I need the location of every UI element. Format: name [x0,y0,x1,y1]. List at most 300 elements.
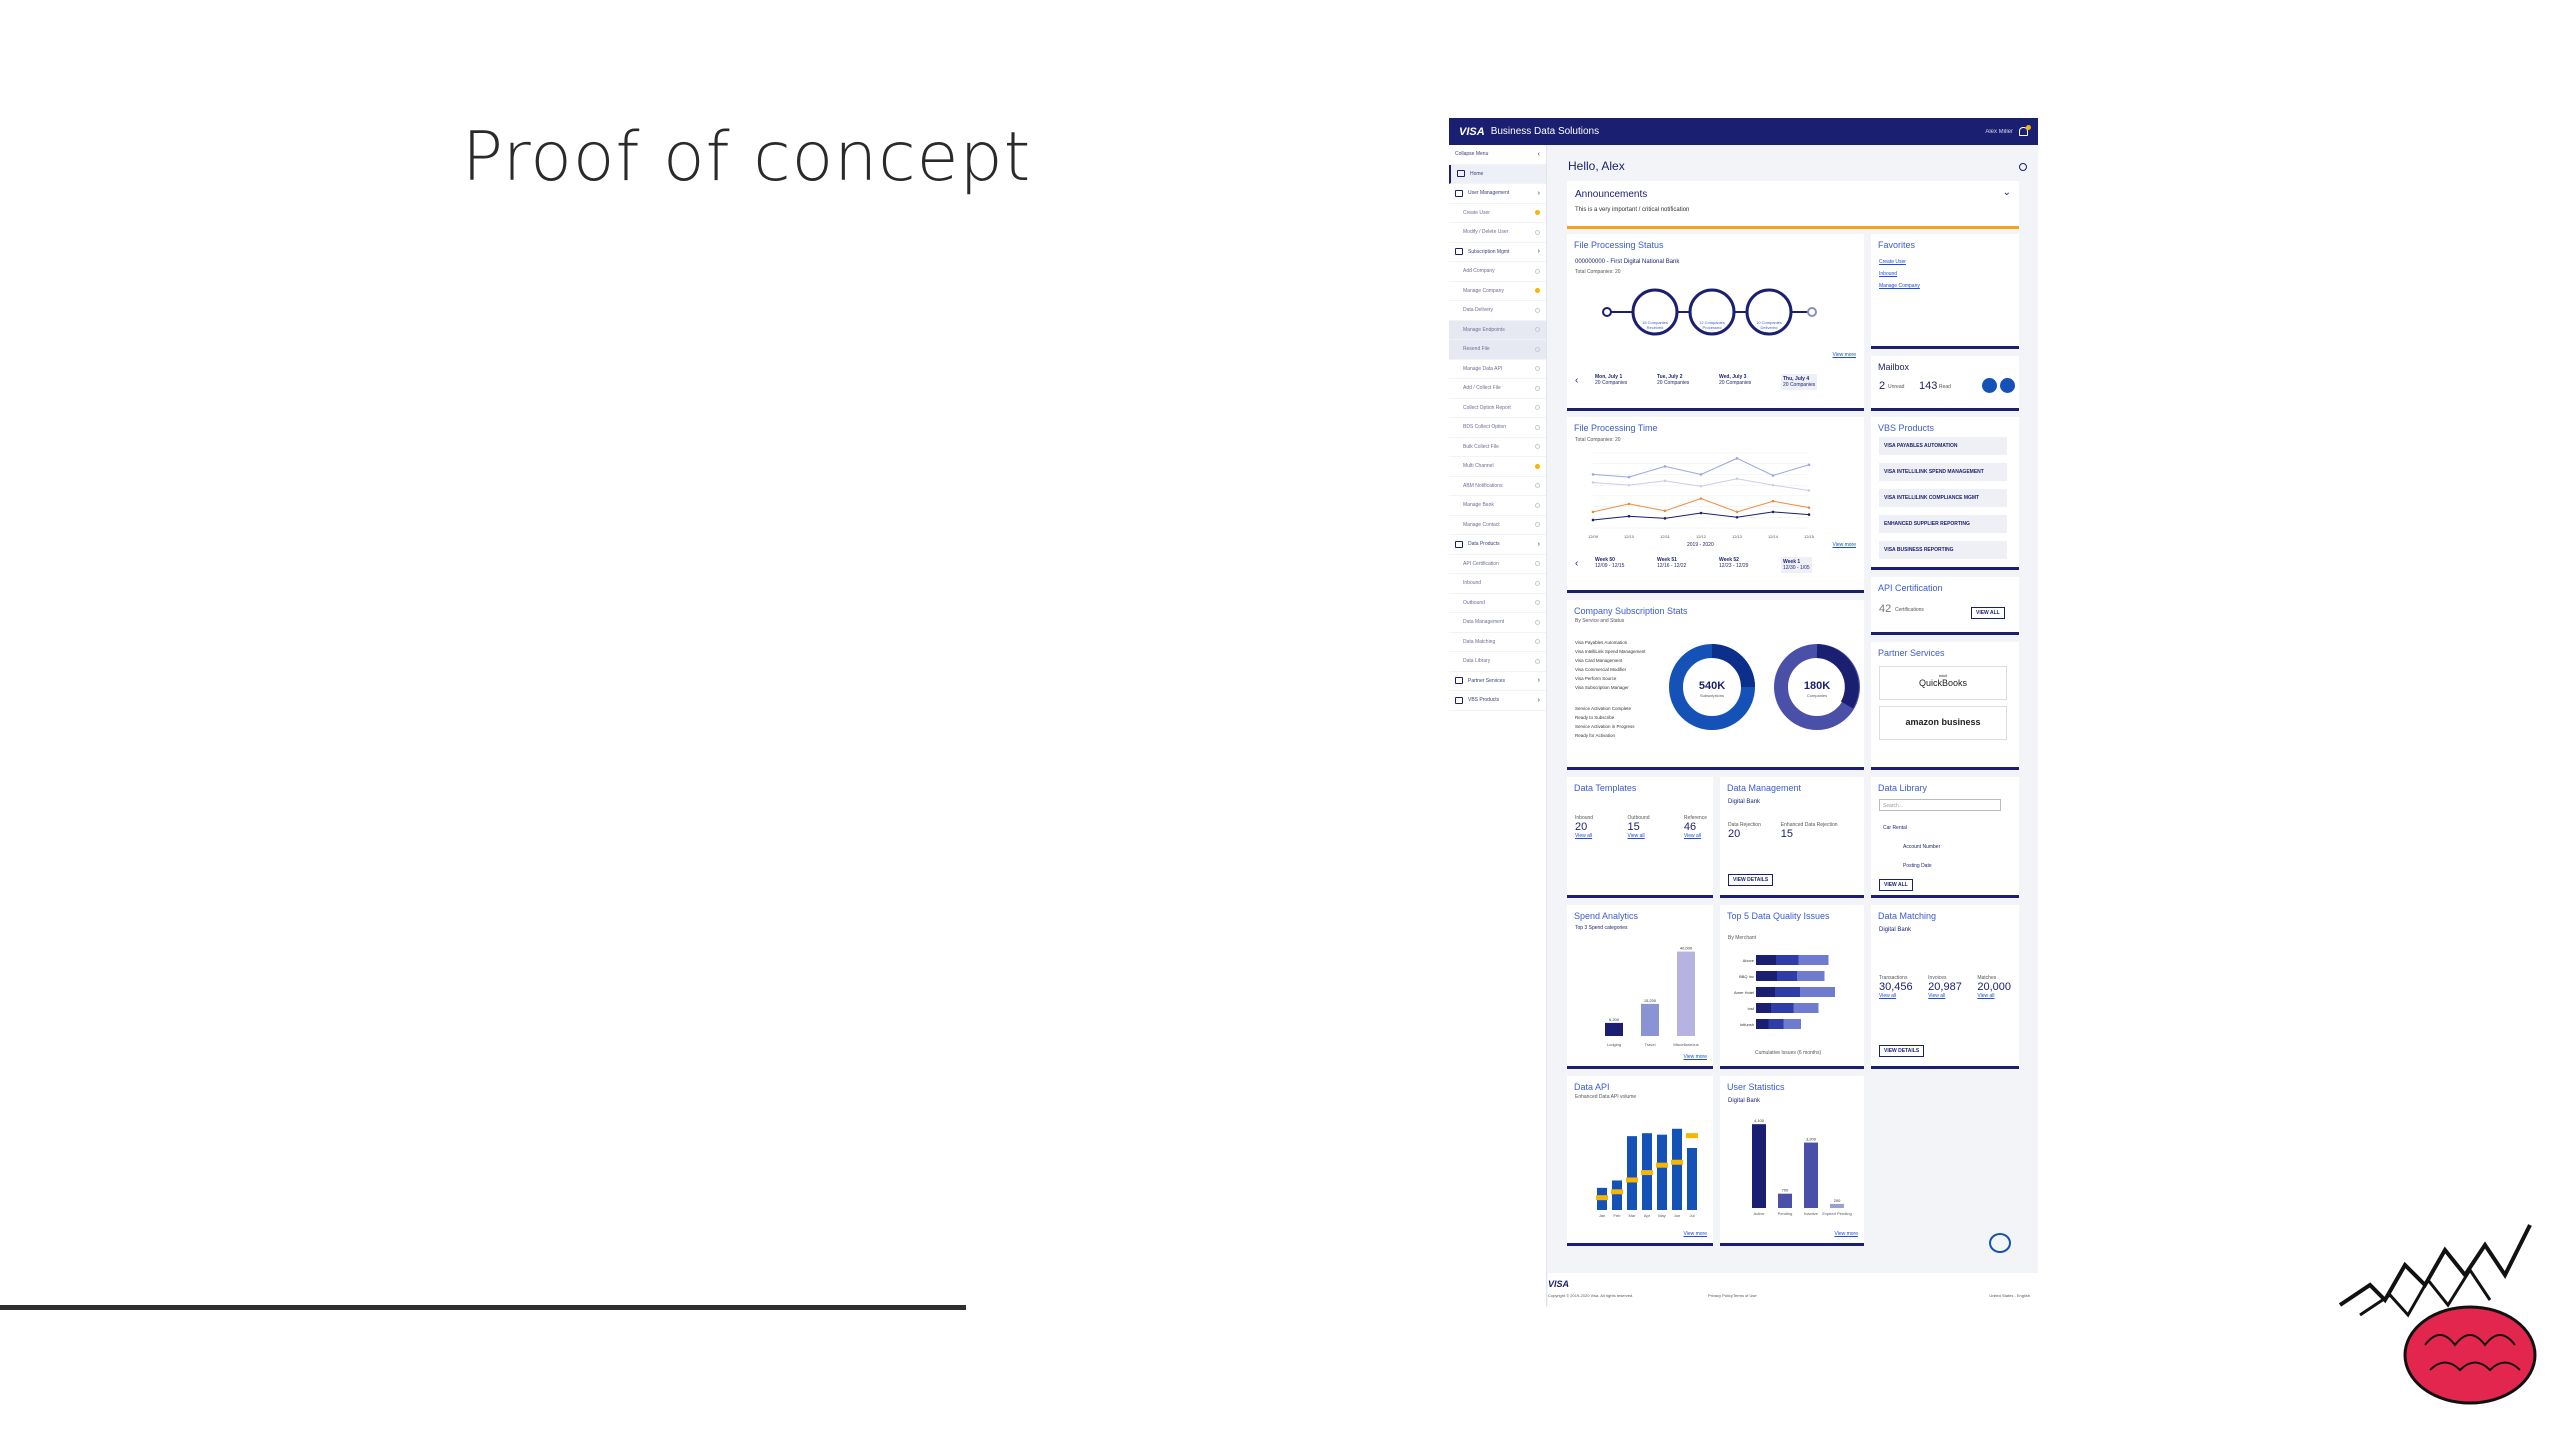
bar[interactable] [1672,1129,1682,1210]
data-point[interactable] [1664,510,1667,513]
announcements-panel [1567,181,2019,229]
bar-value-label: 3,200 [1805,1136,1817,1142]
card-title: VBS Products [1878,423,1935,433]
data-templates-card [1567,777,1713,898]
sidebar-item-label: Manage Contact [1463,521,1500,528]
status-dot [1535,308,1540,313]
view-all-link[interactable]: View all [1575,833,1593,839]
bar-segment[interactable] [1794,1003,1819,1013]
week-label: Week 52 [1719,557,1739,563]
status-dot [1535,288,1540,293]
sidebar-item-label: Inbound [1463,580,1482,587]
chat-icon[interactable] [1989,1233,2011,1253]
data-point[interactable] [1808,463,1811,466]
user-menu[interactable]: Alex Miller [1985,128,2013,135]
view-more-link[interactable]: View more [1832,352,1856,358]
card-title: Mailbox [1878,362,1910,372]
library-tree [1883,819,1940,876]
bar-segment[interactable] [1800,987,1835,997]
data-point[interactable] [1808,489,1811,492]
sidebar-item-label: Manage Endpoints [1463,326,1505,333]
unread-label: Unread [1888,384,1905,390]
sidebar-item[interactable] [1449,282,1546,302]
sidebar-item[interactable] [1449,340,1546,360]
view-all-link[interactable]: View all [1879,993,1897,999]
x-tick-label: 12/14 [1767,534,1779,539]
data-point[interactable] [1736,516,1739,519]
x-tick-label: Jul [1689,1213,1695,1218]
x-tick-label: 12/13 [1731,534,1743,539]
data-matching-card [1871,905,2019,1069]
favorite-link[interactable]: Inbound [1879,271,1898,277]
sidebar-item[interactable] [1449,633,1546,653]
card-title: User Statistics [1727,1082,1785,1092]
bar[interactable] [1752,1124,1766,1208]
day-label: Tue, July 2 [1657,374,1683,380]
x-tick-label: May [1658,1213,1666,1218]
bar[interactable] [1687,1148,1697,1210]
view-all-link[interactable]: View all [1928,993,1946,999]
data-point[interactable] [1664,465,1667,468]
view-all-link[interactable]: View all [1627,833,1645,839]
card-title: Partner Services [1878,648,1945,658]
status-dot [1535,444,1540,449]
status-dot [1535,464,1540,469]
sidebar-item-label: Resend File [1463,346,1490,353]
stat-value: 46 [1683,821,1697,833]
sidebar-item-label: Create User [1463,209,1490,216]
stat-value: 20,000 [1977,981,2011,993]
status-dot [1535,386,1540,391]
data-point[interactable] [1592,519,1595,522]
view-all-link[interactable]: View all [1683,833,1702,839]
x-tick-label: 12/09 [1587,534,1599,539]
data-point[interactable] [1700,497,1703,500]
data-point[interactable] [1772,511,1775,514]
bar-segment[interactable] [1777,971,1797,981]
card-title: Data API [1574,1082,1610,1092]
footer [1548,1273,2038,1307]
sidebar-item[interactable] [1449,418,1546,438]
bar[interactable] [1778,1194,1792,1208]
amazon-business-partner[interactable]: amazon business [1879,706,2007,740]
certification-label: Certifications [1895,607,1924,613]
x-tick-label: 12/10 [1623,534,1635,539]
tree-node[interactable]: Account Number [1903,844,1941,850]
data-point[interactable] [1628,484,1631,487]
bar-segment[interactable] [1775,987,1800,997]
data-point[interactable] [1592,511,1595,514]
locale-selector[interactable]: United States - English [1989,1293,2030,1298]
bar-segment[interactable] [1771,1003,1794,1013]
card-title: Data Templates [1574,783,1637,793]
sidebar-item-label: Add Company [1463,268,1495,275]
transaction-marker[interactable] [1686,1133,1698,1138]
chevron-left-icon[interactable]: ‹ [1575,558,1579,569]
bank-select[interactable]: 000000000 - First Digital National Bank [1575,259,1680,265]
processing-time-chart [1575,447,1815,542]
user-statistics-chart [1728,1108,1856,1226]
search-input[interactable]: Search... [1879,799,2001,811]
bar-value-label: 6,200 [1608,1016,1620,1022]
vbs-product-item[interactable]: ENHANCED SUPPLIER REPORTING [1879,515,2007,533]
matching-stats [1879,975,2011,999]
sidebar-item[interactable] [1449,204,1546,224]
view-more-link[interactable]: View more [1683,1231,1707,1237]
bar-segment[interactable] [1756,987,1775,997]
status-dot [1535,659,1540,664]
sidebar-item-label: Manage Data API [1463,365,1503,372]
data-point[interactable] [1736,457,1739,460]
bar-segment[interactable] [1756,1019,1769,1029]
vbs-product-item[interactable]: VISA INTELLILINK COMPLIANCE MGMT [1879,489,2007,507]
chevron-icon: › [1537,248,1540,256]
status-dot [1535,581,1540,586]
slide-title: Proof of concept [462,118,1032,197]
data-point[interactable] [1664,480,1667,483]
favorites-links [1879,256,1920,292]
data-point[interactable] [1772,474,1775,477]
tree-node[interactable]: Car Rental [1883,825,1907,831]
bar-segment[interactable] [1799,955,1829,965]
bar-value-label: 4,100 [1753,1118,1765,1124]
transaction-marker[interactable] [1596,1195,1608,1200]
announcement-message: This is a very important / critical notification [1575,207,1690,213]
status-dot [1535,503,1540,508]
stat-label: Enhanced Data Rejection [1780,822,1838,828]
bar-segment[interactable] [1769,1019,1784,1029]
legend-item: Ready for Activation [1575,733,1616,738]
subscription-legend [1575,638,1645,740]
vbs-product-item[interactable]: VISA PAYABLES AUTOMATION [1879,437,2007,455]
bar-segment[interactable] [1797,971,1825,981]
vbs-product-item[interactable]: VISA BUSINESS REPORTING [1879,541,2007,559]
sidebar-item-label: API Certification [1463,560,1499,567]
status-dot [1535,425,1540,430]
view-all-button[interactable]: VIEW ALL [1879,879,1913,891]
template-stats [1575,815,1707,839]
data-quality-chart [1728,945,1858,1045]
donut-label: Companies [1806,693,1828,698]
bar[interactable] [1830,1204,1844,1208]
card-title: File Processing Time [1574,423,1658,433]
tree-node[interactable]: Posting Date [1903,863,1932,869]
copyright: Copyright © 2019-2020 Visa. All rights reserved. [1548,1293,1634,1298]
data-point[interactable] [1664,517,1667,520]
sidebar-item-label: Data Delivery [1463,307,1494,314]
sidebar-item-label: Data Products [1468,541,1500,548]
sidebar-item[interactable] [1449,457,1546,477]
x-tick-label: 12/15 [1803,534,1815,539]
stat-column [1728,822,1761,840]
bank-select[interactable]: Digital Bank [1879,927,1912,933]
sidebar-item[interactable] [1449,438,1546,458]
sidebar-item-label: Collect Option Report [1463,404,1511,411]
chevron-left-icon: ‹ [1537,150,1540,158]
sidebar-item-label: VBS Products [1468,697,1500,704]
sidebar-item[interactable] [1449,496,1546,516]
card-title: Data Matching [1878,911,1937,921]
card-title: API Certification [1878,583,1943,593]
data-point[interactable] [1772,500,1775,503]
sidebar-item-label: Partner Services [1468,677,1505,684]
sidebar-item[interactable] [1449,691,1546,711]
status-timeline [1567,274,1864,354]
transaction-marker[interactable] [1626,1177,1638,1182]
bank-select[interactable]: Digital Bank [1728,1098,1761,1104]
bar-segment[interactable] [1784,1019,1802,1029]
subscription-card [1567,600,1864,770]
view-all-button[interactable]: VIEW ALL [1971,607,2005,619]
status-dot [1535,522,1540,527]
sidebar-item[interactable] [1449,594,1546,614]
data-point[interactable] [1700,512,1703,515]
main-content [1548,145,2038,1307]
sidebar-item[interactable] [1449,574,1546,594]
data-point[interactable] [1592,473,1595,476]
chevron-icon: › [1537,696,1540,704]
week-label: Week 51 [1657,557,1677,563]
sidebar-item-label: User Management [1468,190,1510,197]
chevron-left-icon[interactable]: ‹ [1575,375,1579,386]
sidebar-item[interactable] [1449,555,1546,575]
sidebar-item-label: Data Matching [1463,638,1496,645]
status-dot [1535,210,1540,215]
bar-value-label: 15,200 [1643,997,1657,1003]
bar[interactable] [1641,1004,1659,1036]
x-tick-label: Jun [1673,1213,1681,1218]
vbs-products-card [1871,417,2019,570]
data-point[interactable] [1736,477,1739,480]
view-details-button[interactable]: VIEW DETAILS [1879,1045,1924,1057]
sidebar-item-label: Data Library [1463,658,1491,665]
bar-value-label: 40,000 [1679,945,1693,951]
api-certification-card [1871,577,2019,635]
vbs-product-item[interactable]: VISA INTELLILINK SPEND MANAGEMENT [1879,463,2007,481]
data-quality-card [1720,905,1864,1069]
x-tick-label: Active [1753,1211,1765,1216]
stat-label: Outbound [1627,815,1650,821]
sidebar-item[interactable] [1449,184,1546,204]
stat-label: Inbound [1575,815,1594,821]
menu-icon [1455,248,1463,255]
sidebar-item[interactable] [1449,360,1546,380]
total-companies: Total Companies: 20 [1575,437,1621,443]
sidebar-item[interactable] [1449,652,1546,672]
menu-icon [1455,541,1463,548]
favorite-link[interactable]: Create User [1879,259,1906,265]
day-label: Thu, July 4 [1783,376,1810,382]
data-point[interactable] [1808,506,1811,509]
divider-rule [0,1305,966,1310]
stat-value: 20,987 [1928,981,1962,993]
day-label: Mon, July 1 [1595,374,1623,380]
sidebar-item[interactable] [1449,613,1546,633]
data-point[interactable] [1628,515,1631,518]
bar-segment[interactable] [1756,971,1777,981]
x-tick-label: 12/12 [1695,534,1707,539]
week-label: Week 1 [1783,559,1801,565]
status-dot [1535,405,1540,410]
legend-item: Service Activation in Progress [1575,724,1635,729]
series-line [1593,499,1809,512]
sidebar-item[interactable] [1449,223,1546,243]
transaction-marker[interactable] [1671,1160,1683,1165]
stage-processed: 12 Companies Processed [1699,320,1725,330]
sidebar-item[interactable] [1449,379,1546,399]
sidebar-item-label: Multi Channel [1463,463,1494,470]
sidebar-item-label: Outbound [1463,599,1485,606]
sidebar-item-label: Add / Collect File [1463,385,1501,392]
data-point[interactable] [1736,511,1739,514]
legend-item: Visa Commercial Modifier [1575,667,1627,672]
favorite-link[interactable]: Manage Company [1879,283,1920,289]
transaction-marker[interactable] [1656,1163,1668,1168]
y-tick-label: BBQ Inc [1739,974,1754,979]
bar[interactable] [1657,1135,1667,1210]
data-point[interactable] [1772,484,1775,487]
x-tick-label: Expired Pending [1822,1211,1852,1216]
x-tick-label: Miscellaneous [1673,1042,1699,1047]
series-line [1593,479,1809,491]
spend-analytics-card [1567,905,1713,1069]
bar-segment[interactable] [1776,955,1799,965]
view-details-button[interactable]: VIEW DETAILS [1728,874,1773,886]
x-tick-label: 12/11 [1660,534,1670,539]
sidebar-item-label: Manage Bank [1463,502,1494,509]
stat-label: Invoices [1928,975,1947,981]
data-management-card [1720,777,1864,898]
data-point[interactable] [1628,476,1631,479]
sidebar-item[interactable] [1449,477,1546,497]
card-subtitle: By Merchant [1728,935,1757,941]
mail-icon[interactable] [1982,378,1997,393]
sidebar-item[interactable] [1449,262,1546,282]
bar[interactable] [1605,1023,1623,1036]
data-point[interactable] [1592,481,1595,484]
y-tick-label: Insf [1747,1006,1754,1011]
file-time-card: File Processing Time Total Companies: 20 12/09 12/10 12/11 12/12 12/13 12/14 12/15 2019 - 2020 View more ‹ Week 50 12/09 - 12/15 Week 51 12/16 - 12/22 Week 52 12/23 - 12/29 Week 1 12/30 - 1/05 [1567,417,1864,593]
sidebar-item[interactable] [1449,165,1546,185]
announcements-title: Announcements [1575,189,1648,200]
bar[interactable] [1804,1143,1818,1208]
card-title: Spend Analytics [1574,911,1639,921]
transaction-marker[interactable] [1641,1170,1653,1175]
card-title: File Processing Status [1574,240,1664,250]
donut-value: 180K [1803,680,1831,692]
legend-item: Visa Subscription Manager [1575,685,1629,690]
collapse-menu[interactable]: Collapse Menu ‹ [1449,145,1546,165]
data-point[interactable] [1700,473,1703,476]
data-api-card [1567,1076,1713,1246]
sidebar [1449,145,1547,1307]
legend-item: Visa Perform Source [1575,676,1617,681]
stat-label: Matches [1977,975,1997,981]
x-tick-label: Lodging [1606,1042,1622,1047]
stat-column [1977,975,2011,999]
card-subtitle: Enhanced Data API volume [1575,1094,1637,1100]
read-label: Read [1939,384,1951,390]
stat-label: Data Rejection [1728,822,1761,828]
transaction-marker[interactable] [1611,1189,1623,1194]
upload-icon[interactable] [2000,378,2015,393]
x-tick-label: Travel [1644,1042,1656,1047]
sidebar-item[interactable] [1449,399,1546,419]
chevron-down-icon[interactable]: ⌄ [2002,187,2011,198]
status-dot [1535,600,1540,605]
status-dot [1535,366,1540,371]
sidebar-item-label: Data Management [1463,619,1505,626]
sidebar-item[interactable] [1449,672,1546,692]
bar-segment[interactable] [1756,1003,1771,1013]
sidebar-item-label: Modify / Delete User [1463,229,1509,236]
unread-count: 2 [1879,380,1886,392]
bar-segment[interactable] [1756,955,1776,965]
data-point[interactable] [1628,503,1631,506]
management-stats [1728,822,1853,840]
data-point[interactable] [1700,485,1703,488]
bar[interactable] [1677,952,1695,1036]
x-axis-label: Cumulative Issues (6 months) [1755,1050,1822,1056]
terms-link[interactable]: Terms of Use [1733,1293,1757,1298]
sidebar-item[interactable] [1449,321,1546,341]
data-point[interactable] [1808,513,1811,516]
sidebar-item[interactable] [1449,243,1546,263]
view-more-link[interactable]: View more [1832,542,1856,548]
legend-item: Ready to Subscribe [1575,715,1615,720]
x-tick-label: Mar [1628,1213,1636,1218]
sidebar-item[interactable] [1449,535,1546,555]
bar[interactable] [1612,1180,1622,1210]
status-dot [1535,639,1540,644]
chevron-icon: › [1537,540,1540,548]
bell-icon[interactable] [2019,127,2028,136]
card-subtitle: By Service and Status [1575,618,1625,624]
sidebar-item[interactable] [1449,301,1546,321]
top-bar [1449,118,2038,145]
day-label: Wed, July 3 [1719,374,1747,380]
bank-select[interactable]: Digital Bank [1728,799,1761,805]
read-count: 143 [1919,380,1938,392]
dashboard-screenshot [1449,118,2038,1307]
legend-item: Visa Payables Automation [1575,640,1628,645]
x-tick-label: Feb [1613,1213,1621,1218]
card-title: Data Library [1878,783,1928,793]
stat-value: 20 [1575,821,1588,833]
stat-column [1628,815,1650,839]
sidebar-item-label: ABM Notifications [1463,482,1503,489]
greeting: Hello, Alex [1568,159,1625,173]
card-subtitle[interactable]: Top 3 Spend categories [1575,925,1628,931]
total-companies: Total Companies: 20 [1575,269,1621,275]
stat-column [1684,815,1707,839]
data-library-card [1871,777,2019,898]
bar-value-label: 200 [1833,1197,1841,1203]
privacy-link[interactable]: Privacy Policy [1708,1293,1733,1298]
sidebar-item[interactable] [1449,516,1546,536]
view-more-link[interactable]: View more [1683,1054,1707,1060]
x-tick-label: Apr [1643,1213,1651,1218]
sidebar-item-label: Manage Company [1463,287,1504,294]
menu-icon [1455,190,1463,197]
view-all-link[interactable]: View all [1977,993,1995,999]
gear-icon[interactable] [2019,163,2027,171]
bar[interactable] [1627,1136,1637,1210]
quickbooks-partner[interactable]: intuit QuickBooks [1879,666,2007,700]
view-more-link[interactable]: View more [1834,1231,1858,1237]
sidebar-item-label: BDS Collect Option [1463,424,1507,431]
stat-value: 30,456 [1879,981,1913,993]
